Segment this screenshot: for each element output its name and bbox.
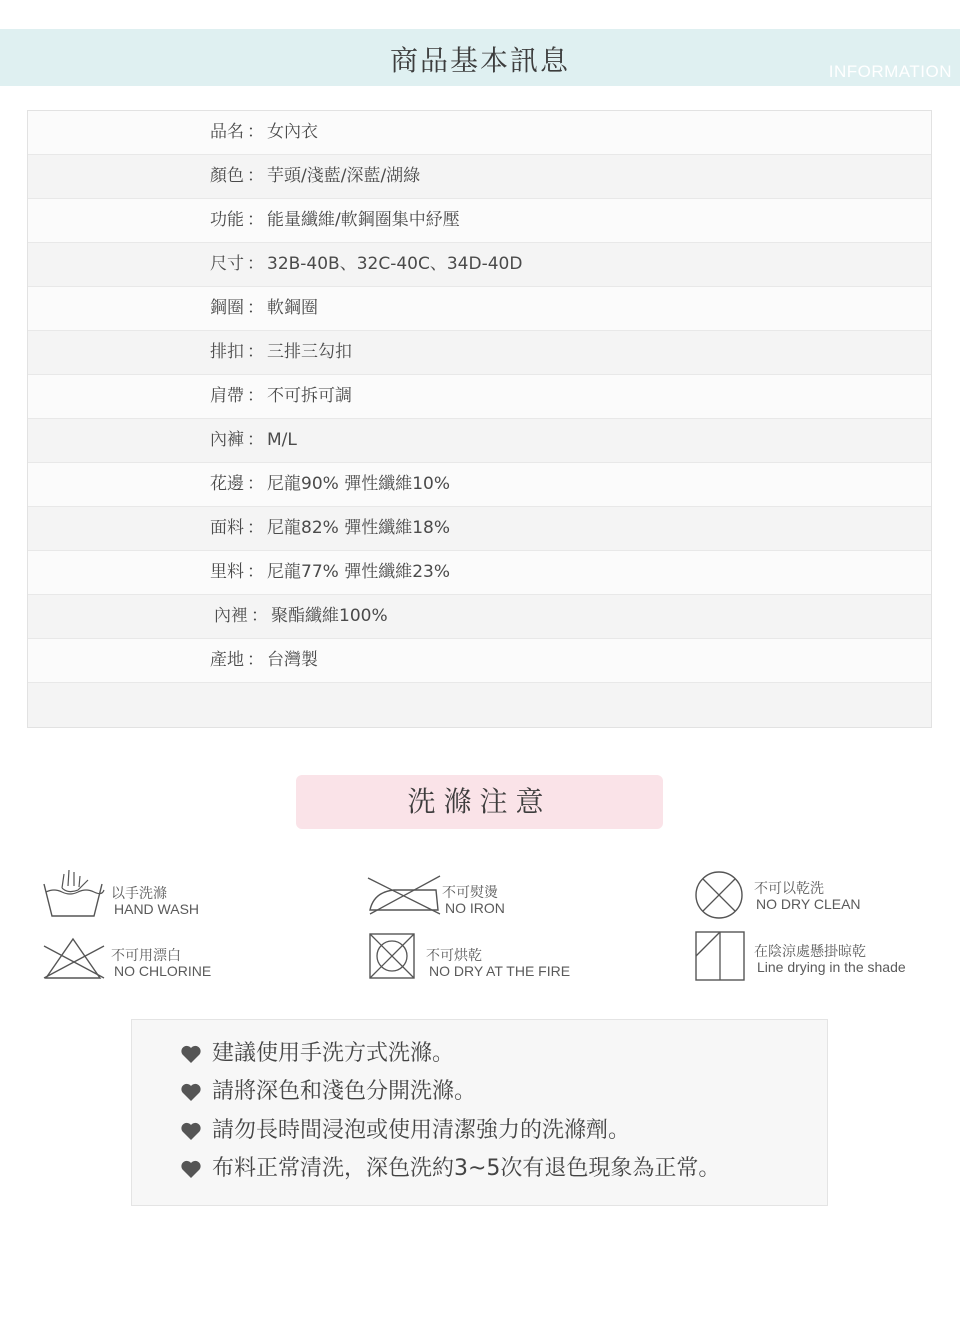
spec-key: 內裡 [214,606,248,626]
care-en-label: NO CHLORINE [114,963,212,979]
spec-row-origin [28,639,931,683]
spec-key: 面料 [210,518,244,538]
info-header-bar [0,29,960,86]
heart-icon [180,1044,202,1064]
care-no-dry-fire [368,932,588,982]
spec-row-empty [28,683,931,727]
spec-key: 肩帶 [210,386,244,406]
no-bleach-icon [42,936,108,982]
spec-separator: ： [247,474,264,494]
no-tumble-dry-icon [368,932,416,980]
spec-separator: ： [247,122,264,142]
spec-key: 花邊 [210,474,244,494]
spec-key: 里料 [210,562,244,582]
spec-value: 三排三勾扣 [267,342,352,362]
spec-key: 顏色 [210,166,244,186]
note-text: 建議使用手洗方式洗滌。 [212,1041,455,1066]
care-zh-label: 在陰涼處懸掛晾乾 [754,944,866,960]
heart-icon [180,1159,202,1179]
care-en-label: NO DRY CLEAN [756,896,861,912]
spec-key: 內褲 [210,430,244,450]
spec-row-fabric [28,507,931,551]
spec-value: 尼龍77% 彈性纖維23% [267,562,450,582]
spec-separator: ： [247,518,264,538]
spec-key: 鋼圈 [210,298,244,318]
spec-separator: ： [247,254,264,274]
care-zh-label: 以手洗滌 [111,886,167,902]
info-header-subtitle: INFORMATION [828,62,952,81]
care-header: 洗滌注意 [296,775,663,829]
care-no-iron [366,870,576,920]
spec-row-color [28,155,931,199]
spec-row-panties [28,419,931,463]
spec-value: 32B-40B、32C-40C、34D-40D [267,254,523,274]
care-line-dry [694,930,934,982]
note-text: 請勿長時間浸泡或使用清潔強力的洗滌劑。 [212,1118,631,1143]
care-en-label: Line drying in the shade [757,959,906,975]
info-header-title: 商品基本訊息 [389,44,570,77]
spec-separator: ： [247,386,264,406]
spec-value: 不可拆可調 [267,386,352,406]
spec-separator: ： [247,562,264,582]
spec-separator: ： [247,342,264,362]
care-no-dry-clean [694,870,894,920]
spec-row-lining [28,551,931,595]
care-hand-wash [42,866,242,922]
spec-value: 女內衣 [267,122,318,142]
spec-value: 尼龍82% 彈性纖維18% [267,518,450,538]
spec-separator: ： [251,606,268,626]
no-dry-clean-icon [694,870,744,920]
spec-row-size [28,243,931,287]
spec-key: 排扣 [210,342,244,362]
note-text: 請將深色和淺色分開洗滌。 [212,1079,477,1104]
spec-table [27,110,932,728]
care-notes-box [131,1019,828,1206]
care-zh-label: 不可以乾洗 [754,881,824,897]
care-zh-label: 不可用漂白 [111,948,181,964]
spec-separator: ： [247,210,264,230]
heart-icon [180,1121,202,1141]
spec-separator: ： [247,650,264,670]
spec-value: 尼龍90% 彈性纖維10% [267,474,450,494]
line-dry-shade-icon [694,930,746,982]
spec-value: 能量纖維/軟鋼圈集中紓壓 [267,210,460,230]
spec-key: 尺寸 [210,254,244,274]
spec-key: 品名 [210,122,244,142]
spec-row-straps [28,375,931,419]
care-no-chlorine [42,936,242,986]
spec-row-inner [28,595,931,639]
spec-value: 軟鋼圈 [267,298,318,318]
spec-value: 聚酯纖維100% [271,606,388,626]
heart-icon [180,1082,202,1102]
spec-value: M/L [267,430,297,450]
care-en-label: HAND WASH [114,901,200,917]
care-zh-label: 不可烘乾 [426,948,482,964]
spec-row-name [28,111,931,155]
spec-row-lace [28,463,931,507]
note-text: 布料正常清洗，深色洗約3~5次有退色現象為正常。 [212,1156,721,1181]
spec-separator: ： [247,298,264,318]
spec-row-underwire [28,287,931,331]
spec-key: 產地 [210,650,244,670]
spec-value: 台灣製 [267,650,318,670]
care-en-label: NO DRY AT THE FIRE [429,963,571,979]
hand-wash-icon [42,866,108,920]
spec-row-function [28,199,931,243]
spec-row-hooks [28,331,931,375]
spec-separator: ： [247,430,264,450]
spec-separator: ： [247,166,264,186]
care-zh-label: 不可熨燙 [442,885,498,901]
care-en-label: NO IRON [445,900,505,916]
spec-key: 功能 [210,210,244,230]
no-iron-icon [366,870,442,918]
spec-value: 芋頭/淺藍/深藍/湖綠 [267,166,421,186]
